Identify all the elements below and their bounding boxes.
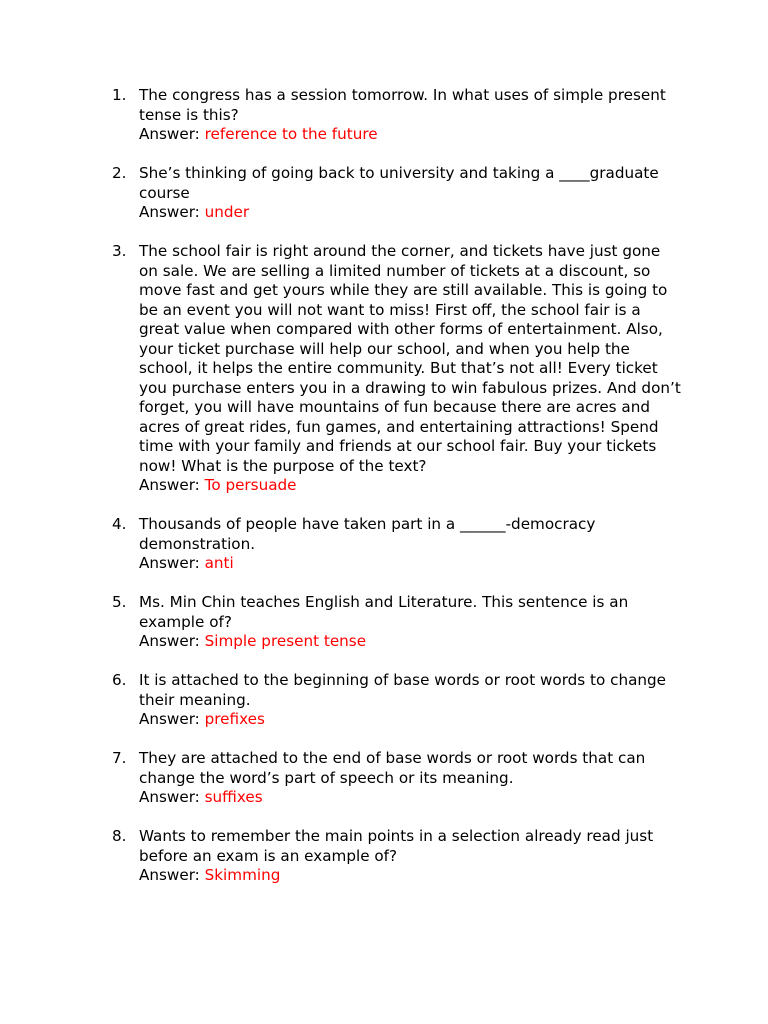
answer-value: suffixes [204,788,263,806]
answer-line [139,866,682,886]
question-list [112,86,682,905]
question-text: She’s thinking of going back to university and taking a ____graduate course [139,164,659,202]
answer-label: Answer: [139,203,205,221]
question-number: 3. [112,242,127,260]
answer-value: Skimming [204,866,281,884]
question-text: Thousands of people have taken part in a ______-democracy demonstration. [139,515,596,553]
answer-value: To persuade [204,476,297,494]
answer-value: prefixes [204,710,265,728]
answer-value: under [204,203,250,221]
question-number: 6. [112,671,127,689]
question-body [139,515,682,574]
question-text: They are attached to the end of base words or root words that can change the word’s part of speech or its meaning. [139,749,646,787]
answer-line [139,554,682,574]
question-text: The school fair is right around the corner, and tickets have just gone on sale. We are selling a limited number of tickets at a discount, so move fast and get yours while they are still available. This is going to be an event you will not want to miss! First off, the school fair is a great value when compared with other forms of entertainment. Also, your ticket purchase will help our school, and when you help the school, it helps the entire community. But that’s not all! Every ticket you purchase enters you in a drawing to win fabulous prizes. And don’t forget, you will have mountains of fun because there are acres and acres of great rides, fun games, and entertaining attractions! Spend time with your family and friends at our school fair. Buy your tickets now! What is the purpose of the text? [139,242,681,475]
question-text: Ms. Min Chin teaches English and Literature. This sentence is an example of? [139,593,629,631]
question-item-8 [112,827,682,886]
question-number: 1. [112,86,127,104]
question-number: 5. [112,593,127,611]
question-item-3 [112,242,682,496]
answer-line [139,788,682,808]
question-number: 7. [112,749,127,767]
answer-label: Answer: [139,632,205,650]
question-body [139,242,682,496]
answer-value: anti [204,554,234,572]
answer-line [139,632,682,652]
question-number: 4. [112,515,127,533]
answer-line [139,203,682,223]
question-body [139,593,682,652]
question-number: 2. [112,164,127,182]
question-body [139,827,682,886]
question-number: 8. [112,827,127,845]
answer-label: Answer: [139,710,205,728]
question-item-6 [112,671,682,730]
answer-value: reference to the future [204,125,378,143]
question-text: Wants to remember the main points in a selection already read just before an exam is an example of? [139,827,654,865]
answer-value: Simple present tense [204,632,367,650]
question-item-4 [112,515,682,574]
question-item-2 [112,164,682,223]
answer-label: Answer: [139,476,205,494]
answer-label: Answer: [139,554,205,572]
answer-line [139,125,682,145]
answer-label: Answer: [139,866,205,884]
question-text: The congress has a session tomorrow. In what uses of simple present tense is this? [139,86,666,124]
question-body [139,164,682,223]
question-item-5 [112,593,682,652]
question-item-7 [112,749,682,808]
question-text: It is attached to the beginning of base words or root words to change their meaning. [139,671,667,709]
question-body [139,86,682,145]
answer-line [139,710,682,730]
question-body [139,749,682,808]
answer-label: Answer: [139,125,205,143]
question-item-1 [112,86,682,145]
question-body [139,671,682,730]
answer-line [139,476,682,496]
answer-label: Answer: [139,788,205,806]
